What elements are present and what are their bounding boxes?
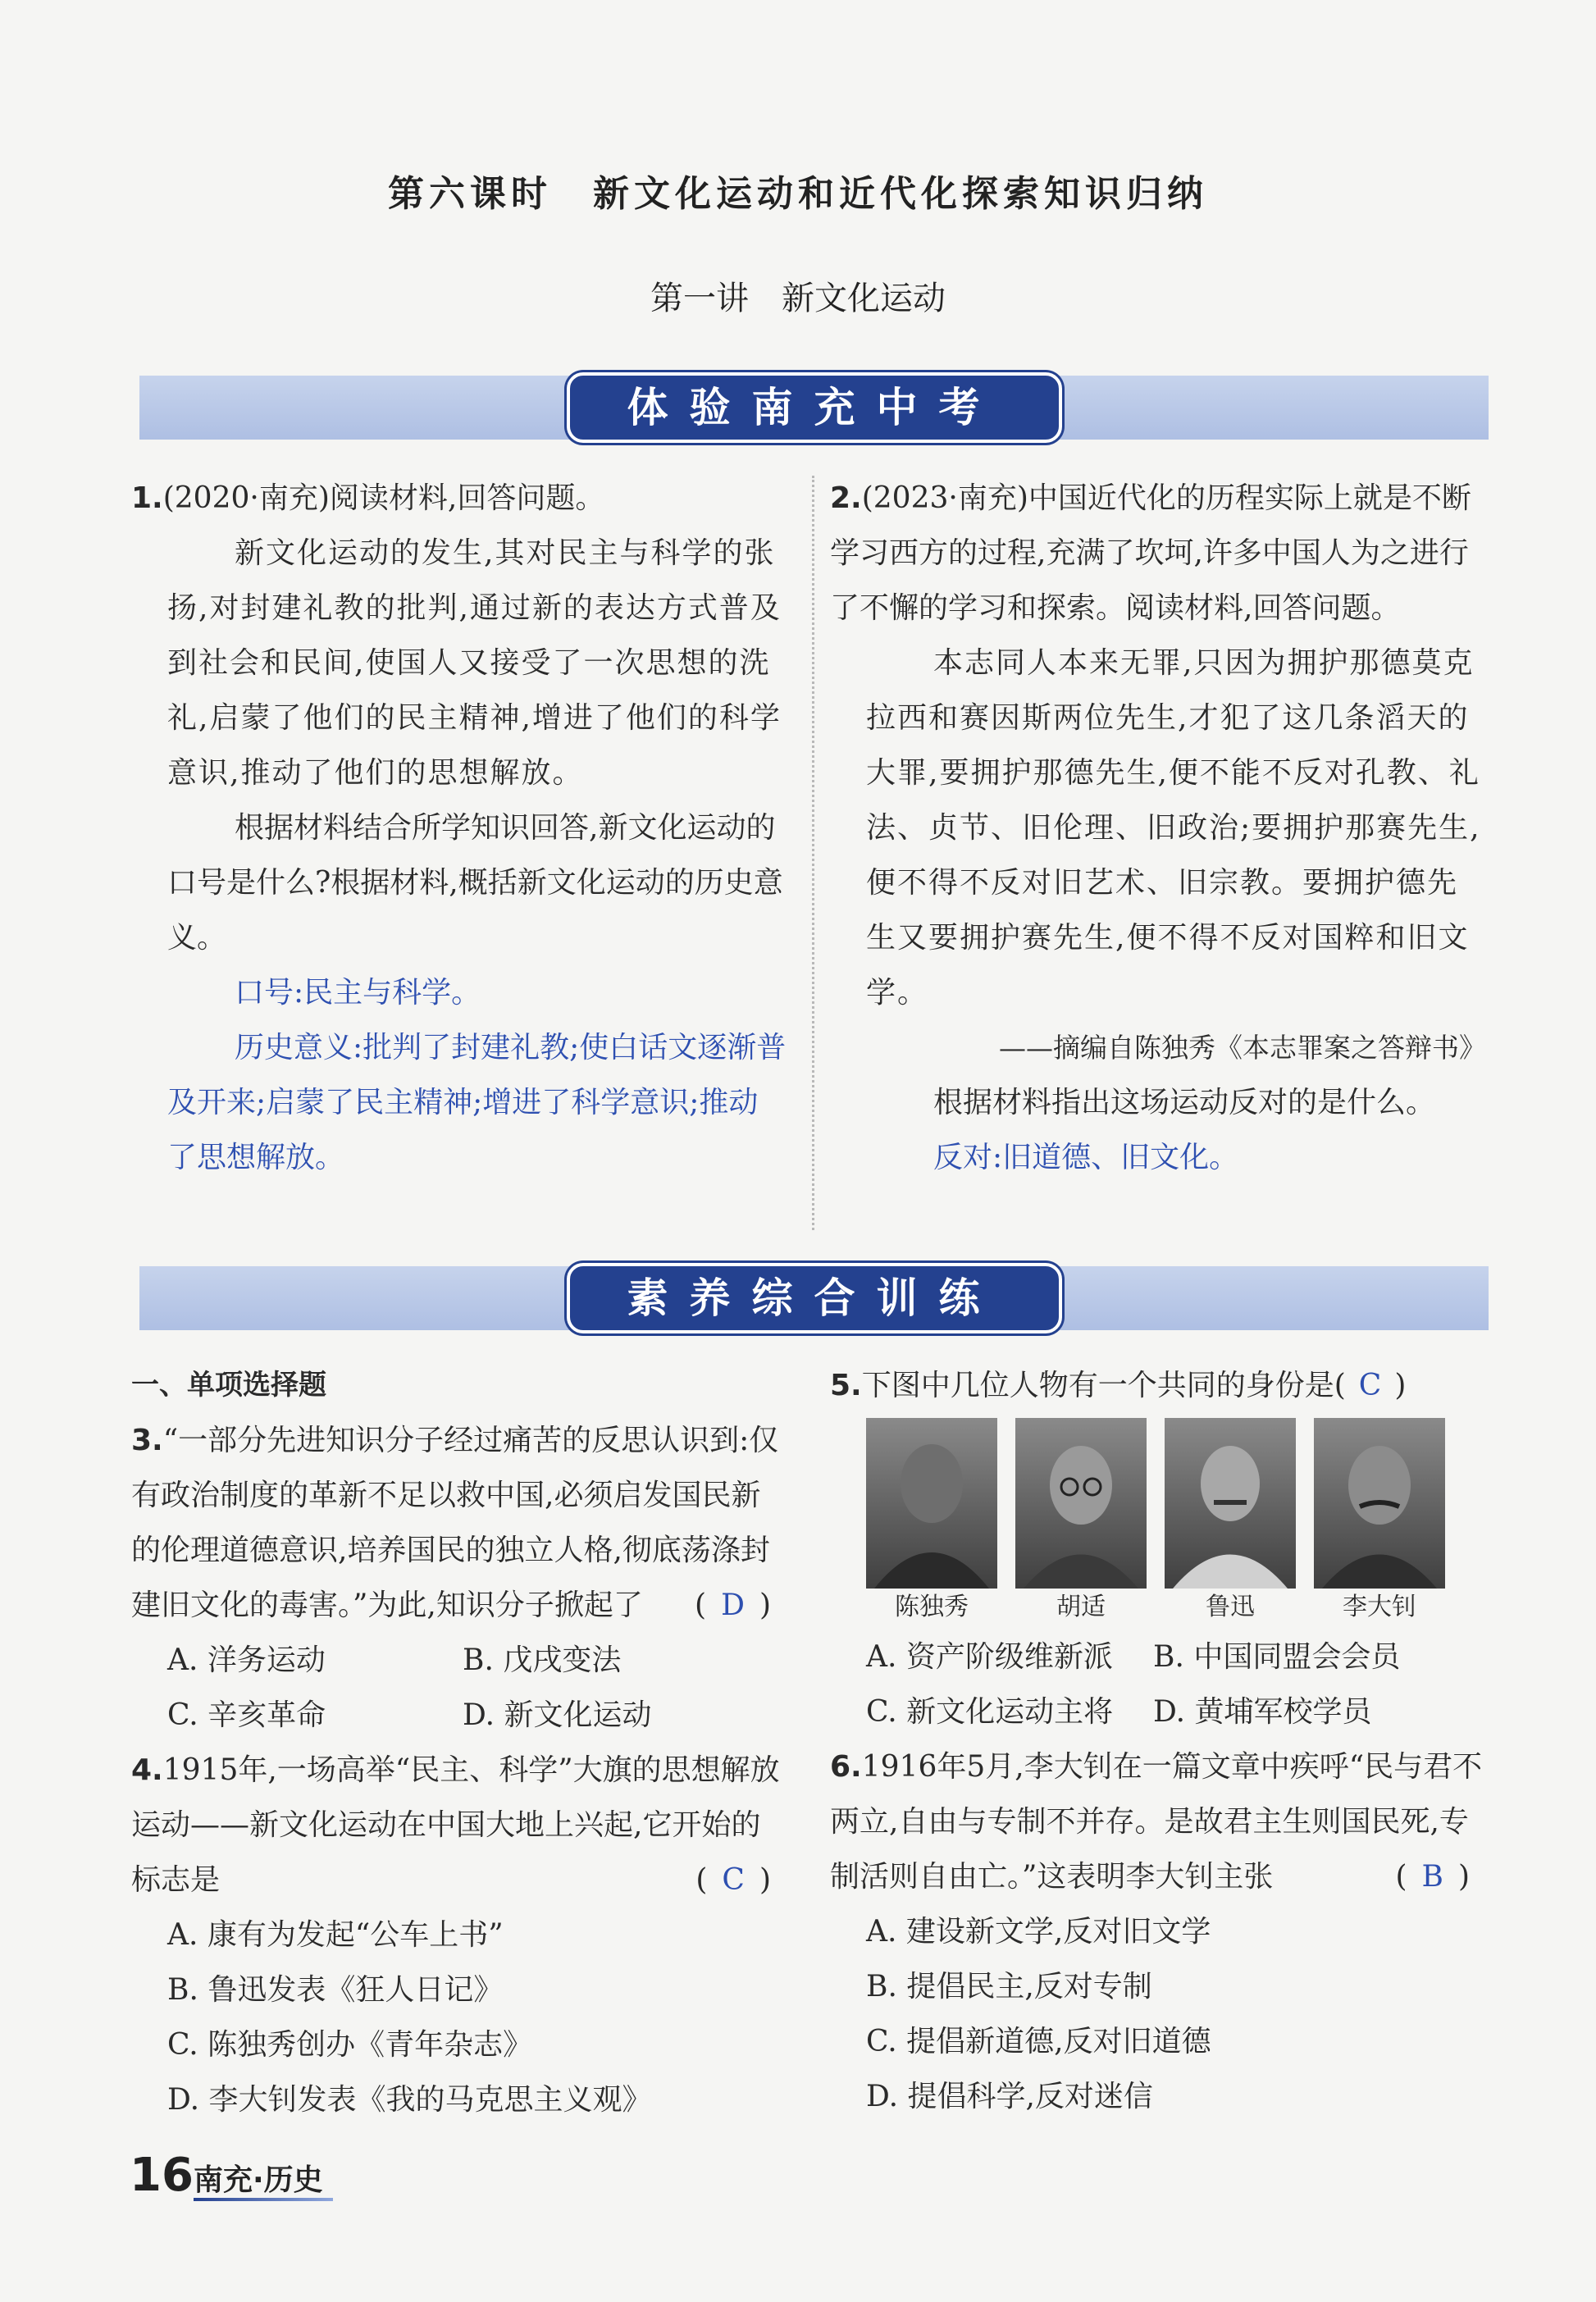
q1-source: (2020·南充)阅读材料,回答问题。 xyxy=(162,481,605,515)
portrait-image xyxy=(1015,1418,1147,1589)
q1-number: 1. xyxy=(131,481,163,515)
q4-stem: 1915年,一场高举“民主、科学”大旗的思想解放运动——新文化运动在中国大地上兴起,它开始的标志是 xyxy=(131,1753,780,1897)
lesson-title: 第六课时 新文化运动和近代化探索知识归纳 xyxy=(388,173,1208,215)
q6-answer-bracket: ( B ) xyxy=(1395,1860,1470,1894)
q6-option-c: C. 提倡新道德,反对旧道德 xyxy=(866,2025,1211,2058)
q4-option-b: B. 鲁迅发表《狂人日记》 xyxy=(167,1973,504,2007)
exam-banner xyxy=(139,376,1489,440)
portrait-image xyxy=(866,1418,997,1589)
q6-answer: B xyxy=(1421,1860,1443,1894)
q1-answer-significance: 历史意义:批判了封建礼教;使白话文逐渐普及开来;启蒙了民主精神;增进了科学意识;推动了思想解放。 xyxy=(167,1031,787,1174)
right-choice-column xyxy=(830,1358,1486,2124)
q1-answer-slogan: 口号:民主与科学。 xyxy=(235,976,481,1010)
section-heading-single-choice: 一、单项选择题 xyxy=(131,1369,326,1402)
q4-answer: C xyxy=(722,1863,745,1897)
q5-option-d: D. 黄埔军校学员 xyxy=(1153,1695,1372,1729)
question-5 xyxy=(830,1358,1486,1739)
question-3 xyxy=(131,1413,787,1743)
q4-option-d: D. 李大钊发表《我的马克思主义观》 xyxy=(167,2083,652,2117)
training-banner xyxy=(139,1266,1489,1330)
q2-number: 2. xyxy=(830,481,862,515)
left-choice-column xyxy=(131,1358,787,2127)
q2-answer: 反对:旧道德、旧文化。 xyxy=(933,1141,1239,1174)
q3-option-a: A. 洋务运动 xyxy=(167,1643,326,1677)
q6-option-d: D. 提倡科学,反对迷信 xyxy=(866,2080,1153,2113)
portrait-lu-xun xyxy=(1165,1418,1296,1626)
question-1 xyxy=(131,471,787,1185)
q3-option-b: B. 戊戌变法 xyxy=(463,1643,622,1677)
q4-number: 4. xyxy=(131,1753,163,1787)
q2-intro: (2023·南充)中国近代化的历程实际上就是不断学习西方的过程,充满了坎坷,许多中国人为之进行了不懈的学习和探索。阅读材料,回答问题。 xyxy=(830,481,1471,625)
q4-option-a: A. 康有为发起“公车上书” xyxy=(167,1918,504,1952)
q5-option-b: B. 中国同盟会会员 xyxy=(1153,1640,1401,1674)
q3-option-c: C. 辛亥革命 xyxy=(167,1698,326,1732)
question-4 xyxy=(131,1743,787,2127)
training-banner-label: 素养综合训练 xyxy=(567,1263,1062,1333)
footer-underline xyxy=(194,2198,333,2201)
lecture-subtitle: 第一讲 新文化运动 xyxy=(650,280,946,317)
portrait-caption: 陈独秀 xyxy=(895,1593,969,1621)
q5-close: ) xyxy=(1394,1369,1407,1402)
q5-answer: C xyxy=(1358,1369,1382,1402)
q6-option-b: B. 提倡民主,反对专制 xyxy=(866,1970,1152,2003)
footer-book-title: 南充·历史 xyxy=(194,2163,323,2197)
q1-question: 根据材料结合所学知识回答,新文化运动的口号是什么?根据材料,概括新文化运动的历史意义。 xyxy=(167,811,783,955)
portrait-caption: 鲁迅 xyxy=(1206,1593,1255,1621)
portrait-chen-duxiu xyxy=(866,1418,997,1626)
q4-option-c: C. 陈独秀创办《青年杂志》 xyxy=(167,2028,533,2062)
q3-answer: D xyxy=(721,1589,745,1622)
portrait-caption: 李大钊 xyxy=(1343,1593,1416,1621)
q5-number: 5. xyxy=(830,1369,862,1402)
q6-option-a: A. 建设新文学,反对旧文学 xyxy=(866,1915,1211,1949)
portrait-li-dazhao xyxy=(1314,1418,1445,1626)
portrait-image xyxy=(1314,1418,1445,1589)
exam-banner-label: 体验南充中考 xyxy=(567,372,1062,443)
q2-question: 根据材料指出这场运动反对的是什么。 xyxy=(933,1086,1436,1119)
q2-material: 本志同人本来无罪,只因为拥护那德莫克拉西和赛因斯两位先生,才犯了这几条滔天的大罪,要拥护那德先生,便不能不反对孔教、礼法、贞节、旧伦理、旧政治;要拥护那赛先生,便不得不反对旧艺术、旧宗教。要拥护德先生又要拥护赛先生,便不得不反对国粹和旧文学。 xyxy=(866,646,1481,1010)
q3-answer-bracket: ( D ) xyxy=(695,1589,771,1622)
portrait-hu-shi xyxy=(1015,1418,1147,1626)
q6-stem: 1916年5月,李大钊在一篇文章中疾呼“民与君不两立,自由与专制不并存。是故君主生则国民死,专制活则自由亡。”这表明李大钊主张 xyxy=(830,1750,1483,1894)
q3-stem: “一部分先进知识分子经过痛苦的反思认识到:仅有政治制度的革新不足以救中国,必须启发国民新的伦理道德意识,培养国民的独立人格,彻底荡涤封建旧文化的毒害。”为此,知识分子掀起了 xyxy=(131,1424,779,1622)
q2-citation: ——摘编自陈独秀《本志罪案之答辩书》 xyxy=(999,1032,1486,1064)
question-2 xyxy=(830,471,1486,1185)
question-6 xyxy=(830,1739,1486,2124)
portrait-image xyxy=(1165,1418,1296,1589)
column-divider xyxy=(812,476,814,1230)
portrait-row xyxy=(866,1418,1486,1626)
q5-stem: 下图中几位人物有一个共同的身份是( xyxy=(861,1369,1346,1402)
q3-option-d: D. 新文化运动 xyxy=(463,1698,652,1732)
q3-number: 3. xyxy=(131,1424,163,1457)
q4-answer-bracket: ( C ) xyxy=(695,1863,771,1897)
q6-number: 6. xyxy=(830,1750,862,1784)
q5-option-a: A. 资产阶级维新派 xyxy=(866,1640,1113,1674)
portrait-caption: 胡适 xyxy=(1056,1593,1106,1621)
q1-material: 新文化运动的发生,其对民主与科学的张扬,对封建礼教的批判,通过新的表达方式普及到社会和民间,使国人又接受了一次思想的洗礼,启蒙了他们的民主精神,增进了他们的科学意识,推动了他们的思想解放。 xyxy=(167,536,782,790)
page-number: 16 xyxy=(130,2149,194,2202)
q5-option-c: C. 新文化运动主将 xyxy=(866,1695,1114,1729)
